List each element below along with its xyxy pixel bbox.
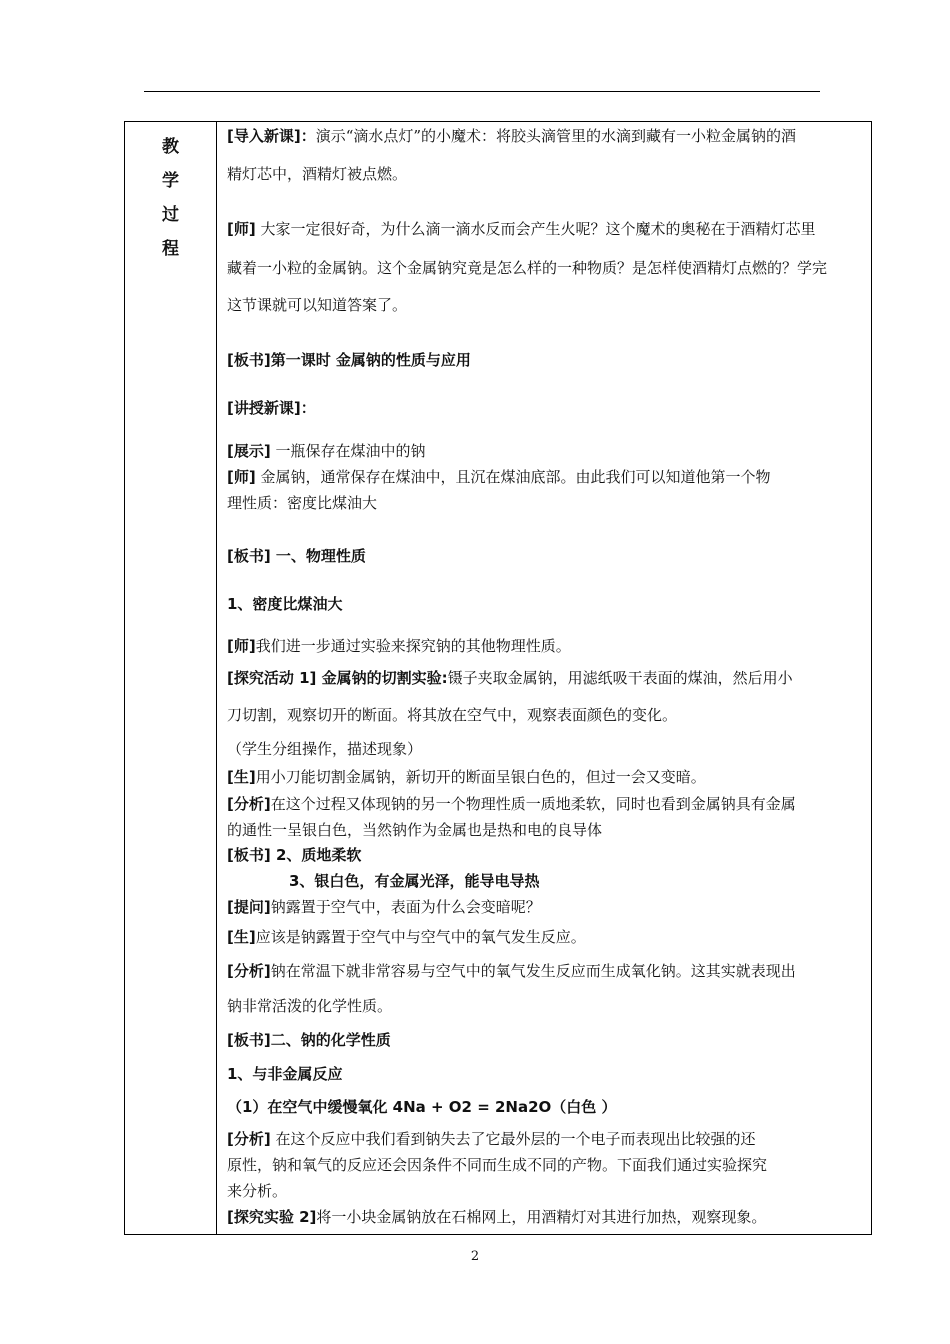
content-line <box>227 163 407 184</box>
lesson-table <box>124 121 872 1235</box>
content-line <box>227 738 422 759</box>
content-line <box>227 1128 756 1149</box>
content-line <box>227 766 706 787</box>
bold-label: [板书] 一、物理性质 <box>227 547 366 565</box>
bold-label: （1）在空气中缓慢氧化 4Na + O2 = 2Na2O（白色 ） <box>227 1098 617 1116</box>
bold-label: [师] <box>227 220 256 238</box>
bold-label: [分析] <box>227 795 271 813</box>
content-line <box>227 635 571 656</box>
content-line <box>227 294 407 315</box>
bold-label: [分析] <box>227 1130 271 1148</box>
content-line <box>227 349 471 370</box>
bold-label: 1、密度比煤油大 <box>227 595 343 613</box>
content-line <box>289 870 539 891</box>
content-line <box>227 1154 767 1175</box>
bold-label: [讲授新课]： <box>227 399 316 417</box>
content-line <box>227 793 796 814</box>
content-line <box>227 1180 287 1201</box>
content-line <box>227 257 827 278</box>
bold-label: 1、与非金属反应 <box>227 1065 343 1083</box>
bold-label: [导入新课]： <box>227 127 316 145</box>
page-number: 2 <box>470 1249 480 1264</box>
bold-label: [提问] <box>227 898 271 916</box>
content-line <box>227 466 771 487</box>
body-text: 原性，钠和氧气的反应还会因条件不同而生成不同的产物。下面我们通过实验探究 <box>227 1156 768 1174</box>
content-line <box>227 218 816 239</box>
bold-label: [板书] <box>227 846 271 864</box>
body-text: 的通性一呈银白色，当然钠作为金属也是热和电的良导体 <box>227 821 603 839</box>
header-rule <box>144 91 820 92</box>
content-line <box>227 960 796 981</box>
content-line <box>227 1029 391 1050</box>
content-line <box>227 667 793 688</box>
body-text: 刀切割，观察切开的断面。将其放在空气中，观察表面颜色的变化。 <box>227 706 678 724</box>
body-text: 大家一定很好奇，为什么滴一滴水反而会产生火呢？这个魔术的奥秘在于酒精灯芯里 <box>255 220 816 238</box>
content-line <box>227 896 541 917</box>
body-text: 镊子夹取金属钠，用滤纸吸干表面的煤油，然后用小 <box>447 669 793 687</box>
body-text: 在这个过程又体现钠的另一个物理性质一质地柔软，同时也看到金属钠具有金属 <box>270 795 796 813</box>
body-text: 钠露置于空气中，表面为什么会变暗呢？ <box>270 898 541 916</box>
body-text: 钠在常温下就非常容易与空气中的氧气发生反应而生成氧化钠。这其实就表现出 <box>270 962 796 980</box>
body-text: 精灯芯中，酒精灯被点燃。 <box>227 165 408 183</box>
content-line <box>227 545 366 566</box>
content-line <box>227 1206 766 1227</box>
body-text: 这节课就可以知道答案了。 <box>227 296 408 314</box>
side-label-char: 过 <box>162 205 179 225</box>
bold-label: [展示] <box>227 442 271 460</box>
bold-label: 2、质地柔软 <box>270 846 362 864</box>
content-line <box>227 995 392 1016</box>
side-label-char: 程 <box>162 239 179 259</box>
content-line <box>227 704 677 725</box>
bold-label: [板书]二、钠的化学性质 <box>227 1031 391 1049</box>
bold-label: [板书]第一课时 金属钠的性质与应用 <box>227 351 471 369</box>
body-text: 演示“滴水点灯”的小魔术：将胶头滴管里的水滴到藏有一小粒金属钠的酒 <box>315 127 797 145</box>
body-text: 一瓶保存在煤油中的钠 <box>270 442 426 460</box>
content-line <box>227 397 316 418</box>
content-line <box>227 492 377 513</box>
body-text: 来分析。 <box>227 1182 288 1200</box>
bold-label: [生] <box>227 768 256 786</box>
body-text: 我们进一步通过实验来探究钠的其他物理性质。 <box>255 637 571 655</box>
body-text: 将一小块金属钠放在石棉网上，用酒精灯对其进行加热，观察现象。 <box>316 1208 767 1226</box>
content-line <box>227 125 796 146</box>
body-text: 金属钠，通常保存在煤油中，且沉在煤油底部。由此我们可以知道他第一个物 <box>255 468 771 486</box>
bold-label: [生] <box>227 928 256 946</box>
bold-label: [探究实验 2] <box>227 1208 317 1226</box>
content-line <box>227 440 426 461</box>
bold-label: [师] <box>227 468 256 486</box>
content-line <box>227 844 361 865</box>
side-label-char: 教 <box>162 137 179 157</box>
body-text: 理性质：密度比煤油大 <box>227 494 378 512</box>
side-label <box>125 130 216 266</box>
bold-label: 3、银白色，有金属光泽，能导电导热 <box>289 872 540 890</box>
body-text: 在这个反应中我们看到钠失去了它最外层的一个电子而表现出比较强的还 <box>270 1130 756 1148</box>
content-line <box>227 1063 342 1084</box>
bold-label: [师] <box>227 637 256 655</box>
bold-label: [探究活动 1] 金属钠的切割实验: <box>227 669 448 687</box>
content-line <box>227 819 602 840</box>
body-text: 钠非常活泼的化学性质。 <box>227 997 393 1015</box>
side-label-char: 学 <box>162 171 179 191</box>
body-text: （学生分组操作，描述现象） <box>227 740 423 758</box>
bold-label: [分析] <box>227 962 271 980</box>
body-text: 藏着一小粒的金属钠。这个金属钠究竟是怎么样的一种物质？是怎样使酒精灯点燃的？学完 <box>227 259 828 277</box>
body-text: 用小刀能切割金属钠，新切开的断面呈银白色的，但过一会又变暗。 <box>255 768 706 786</box>
body-text: 应该是钠露置于空气中与空气中的氧气发生反应。 <box>255 928 586 946</box>
content-line <box>227 1096 617 1117</box>
column-divider <box>216 122 217 1234</box>
content-line <box>227 926 586 947</box>
content-line <box>227 593 342 614</box>
